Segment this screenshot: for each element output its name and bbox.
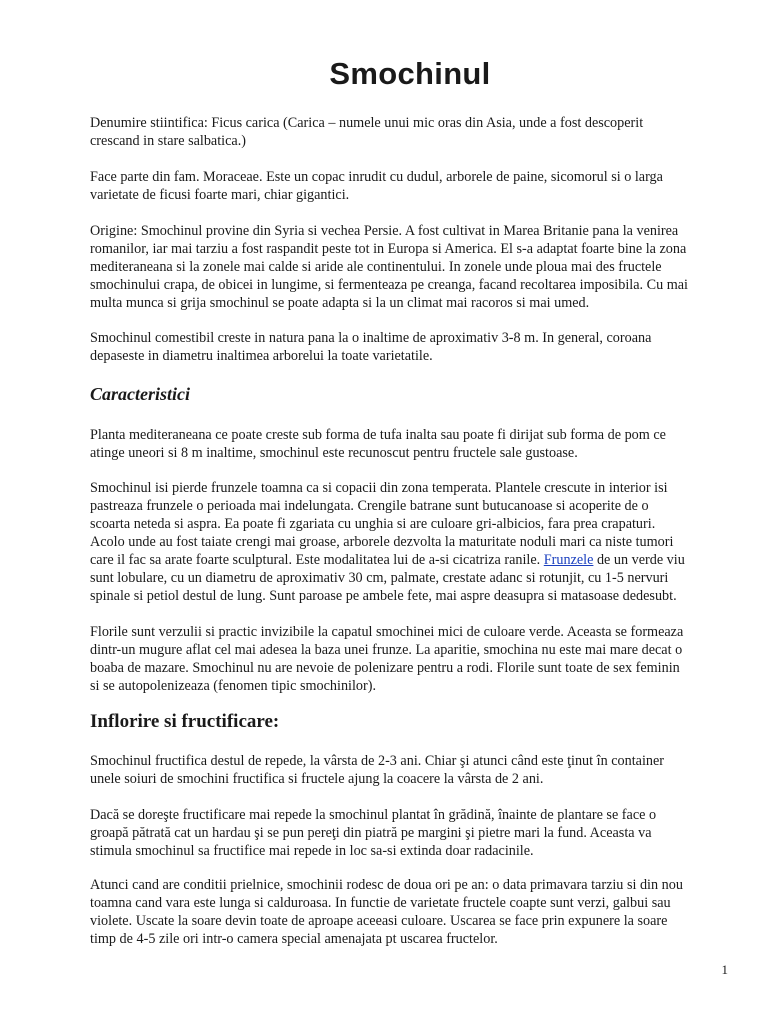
text-line: stimula smochinul sa fructifice mai repede in loc sa-si extinda doar radacinile. bbox=[90, 843, 534, 859]
text-line: Florile sunt verzulii si practic invizibile la capatul smochinei mici de culoare verde. Aceasta se formeaza bbox=[90, 624, 684, 640]
paragraph-fructification-age bbox=[90, 752, 730, 788]
text-line: Origine: Smochinul provine din Syria si vechea Persie. A fost cultivat in Marea Britanie pana la venirea bbox=[90, 223, 679, 239]
text-line: Denumire stiintifica: Ficus carica (Carica – numele unui mic oras din Asia, unde a fost descoperit bbox=[90, 115, 644, 131]
text-line: multa munca si grija smochinul se poate adapta si la un climat mai racoros si mai umed. bbox=[90, 295, 590, 311]
paragraph-family bbox=[90, 168, 730, 204]
text-line: sunt lobulare, cu un diametru de aproximativ 30 cm, palmate, crestate adanc si rotunjit, cu 1-5 nervuri bbox=[90, 570, 669, 586]
text-line: violete. Uscate la soare devin toate de aproape aceeasi culoare. Uscarea se face prin expunere la soare bbox=[90, 913, 668, 929]
text-line: timp de 4-5 zile ori intr-o camera special amenajata pt uscarea fructelor. bbox=[90, 931, 498, 947]
text-line: Smochinul fructifica destul de repede, la vârsta de 2-3 ani. Chiar şi atunci când este ţinut în container bbox=[90, 753, 665, 769]
text-line: toamna cand vara este lunga si calduroasa. In functie de varietate fructele coapte sunt verzi, galbui sau bbox=[90, 895, 671, 911]
paragraph-origin bbox=[90, 222, 730, 312]
text-line: scoarta neteda si aspra. Ea poate fi zgariata cu unghia si are culoare gri-albicios, fara prea crapaturi. bbox=[90, 516, 656, 532]
text-line: Planta mediteraneana ce poate creste sub forma de tufa inalta sau poate fi dirijat sub forma de pom ce bbox=[90, 427, 666, 443]
text-line: dintr-un mugure aflat cel mai adesea la baza unei frunze. La aparitie, smochina nu este mai mare decat o bbox=[90, 642, 683, 658]
heading-characteristics: Caracteristici bbox=[90, 384, 190, 404]
text-line: mediteraneana si la zonele mai calde si aride ale continentului. In zonele unde ploua mai des fructele bbox=[90, 259, 662, 275]
text-line: romanilor, iar mai tarziu a fost raspandit peste tot in Europa si America. El s-a adaptat foarte bine la zona bbox=[90, 241, 687, 257]
page-number: 1 bbox=[721, 962, 728, 977]
document-title: Smochinul bbox=[329, 56, 491, 91]
text-line: varietate de ficusi foarte mari, chiar gigantici. bbox=[90, 187, 350, 203]
text-line: groapă pătrată cat un hardau şi se pun pereţi din piatră pe margini şi pietre mari la fund. Aceasta va bbox=[90, 825, 652, 841]
paragraph-leaves bbox=[90, 479, 730, 605]
text-line: spinale si petiol destul de lung. Sunt paroase pe ambele fete, mai aspre deasupra si matasoase dedesubt. bbox=[90, 588, 677, 604]
paragraph-harvest bbox=[90, 876, 730, 948]
text-line: atinge uneori si 8 m inaltime, smochinul este recunoscut pentru fructele sale gustoase. bbox=[90, 445, 578, 461]
text-line: boaba de mazare. Smochinul nu are nevoie de polenizare pentru a rodi. Florile sunt toate de sex feminin bbox=[90, 660, 680, 676]
text-fragment: de un verde viu bbox=[593, 552, 685, 568]
text-line: crescand in stare salbatica.) bbox=[90, 133, 246, 149]
text-line: Dacă se doreşte fructificare mai repede la smochinul plantat în grădină, înainte de plantare se face o bbox=[90, 807, 657, 823]
paragraph-flowers bbox=[90, 623, 730, 695]
text-line: si se autopolenizeaza (fenomen tipic smochinilor). bbox=[90, 678, 377, 694]
text-line: Acolo unde au fost taiate crengi mai groase, arborele dezvolta la maturitate noduli mari ca niste tumori bbox=[90, 534, 674, 550]
text-line: smochinului crapa, de obicei in lungime, si fermenteaza pe creanga, facand recoltarea imposibila. Cu mai bbox=[90, 277, 688, 293]
text-line bbox=[90, 552, 685, 568]
heading-flowering: Inflorire si fructificare: bbox=[90, 711, 280, 732]
text-line: pastreaza frunzele o perioada mai indelungata. Crengile batrane sunt butucanoase si acoperite de o bbox=[90, 498, 649, 514]
text-fragment: care il fac sa arate foarte sculptural. Este modalitatea lui de a-si cicatriza ranile. bbox=[90, 552, 544, 568]
paragraph-planting bbox=[90, 806, 730, 860]
text-line: Atunci cand are conditii prielnice, smochinii rodesc de doua ori pe an: o data primavara tarziu si din nou bbox=[90, 877, 683, 893]
paragraph-mediterranean-plant bbox=[90, 426, 730, 462]
paragraph-scientific-name bbox=[90, 114, 730, 150]
text-line: depaseste in diametru inaltimea arborelui la toate varietatile. bbox=[90, 348, 433, 364]
text-line: Smochinul comestibil creste in natura pana la o inaltime de aproximativ 3-8 m. In general, coroana bbox=[90, 330, 652, 346]
text-line: unele soiuri de smochini fructifica si fructele ajung la coacere la vârsta de 2 ani. bbox=[90, 771, 544, 787]
paragraph-height bbox=[90, 329, 730, 365]
text-line: Face parte din fam. Moraceae. Este un copac inrudit cu dudul, arborele de paine, sicomorul si o larga bbox=[90, 169, 663, 185]
leaves-link[interactable]: Frunzele bbox=[543, 552, 594, 568]
text-line: Smochinul isi pierde frunzele toamna ca si copacii din zona temperata. Plantele crescute in interior isi bbox=[90, 480, 668, 496]
